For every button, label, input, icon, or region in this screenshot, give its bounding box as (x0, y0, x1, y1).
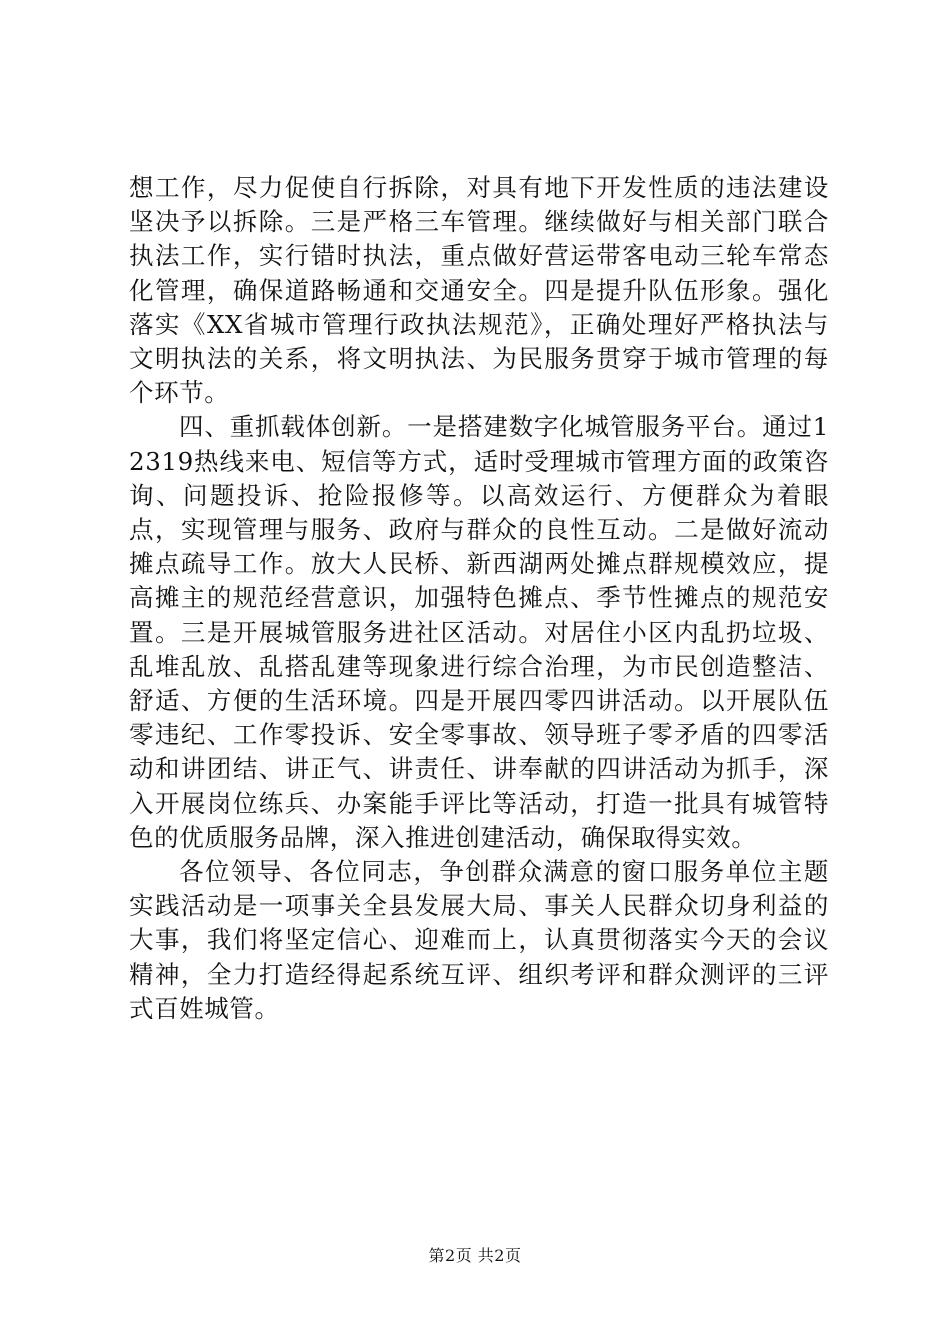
page-number-footer: 第2页 共2页 (428, 1246, 522, 1265)
paragraph-continuation: 想工作，尽力促使自行拆除，对具有地下开发性质的违法建设坚决予以拆除。三是严格三车管理。继续做好与相关部门联合执法工作，实行错时执法，重点做好营运带客电动三轮车常态化管理，确保道路畅通和交通安全。四是提升队伍形象。强化落实《XX省城市管理行政执法规范》，正确处理好严格执法与文明执法的关系，将文明执法、为民服务贯穿于城市管理的每个环节。 (129, 173, 829, 408)
paragraph-section-four: 四、重抓载体创新。一是搭建数字化城管服务平台。通过12319热线来电、短信等方式，适时受理城市管理方面的政策咨询、问题投诉、抢险报修等。以高效运行、方便群众为着眼点，实现管理与服务、政府与群众的良性互动。二是做好流动摊点疏导工作。放大人民桥、新西湖两处摊点群规模效应，提高摊主的规范经营意识，加强特色摊点、季节性摊点的规范安置。三是开展城管服务进社区活动。对居住小区内乱扔垃圾、乱堆乱放、乱搭乱建等现象进行综合治理，为市民创造整洁、舒适、方便的生活环境。四是开展四零四讲活动。以开展队伍零违纪、工作零投诉、安全零事故、领导班子零矛盾的四零活动和讲团结、讲正气、讲责任、讲奉献的四讲活动为抓手，深入开展岗位练兵、办案能手评比等活动，打造一批具有城管特色的优质服务品牌，深入推进创建活动，确保取得实效。 (129, 412, 829, 852)
paragraph-closing: 各位领导、各位同志，争创群众满意的窗口服务单位主题实践活动是一项事关全县发展大局、事关人民群众切身利益的大事，我们将坚定信心、迎难而上，认真贯彻落实今天的会议精神，全力打造经得起系统互评、组织考评和群众测评的三评式百姓城管。 (129, 857, 829, 1023)
document-body (129, 171, 829, 1026)
